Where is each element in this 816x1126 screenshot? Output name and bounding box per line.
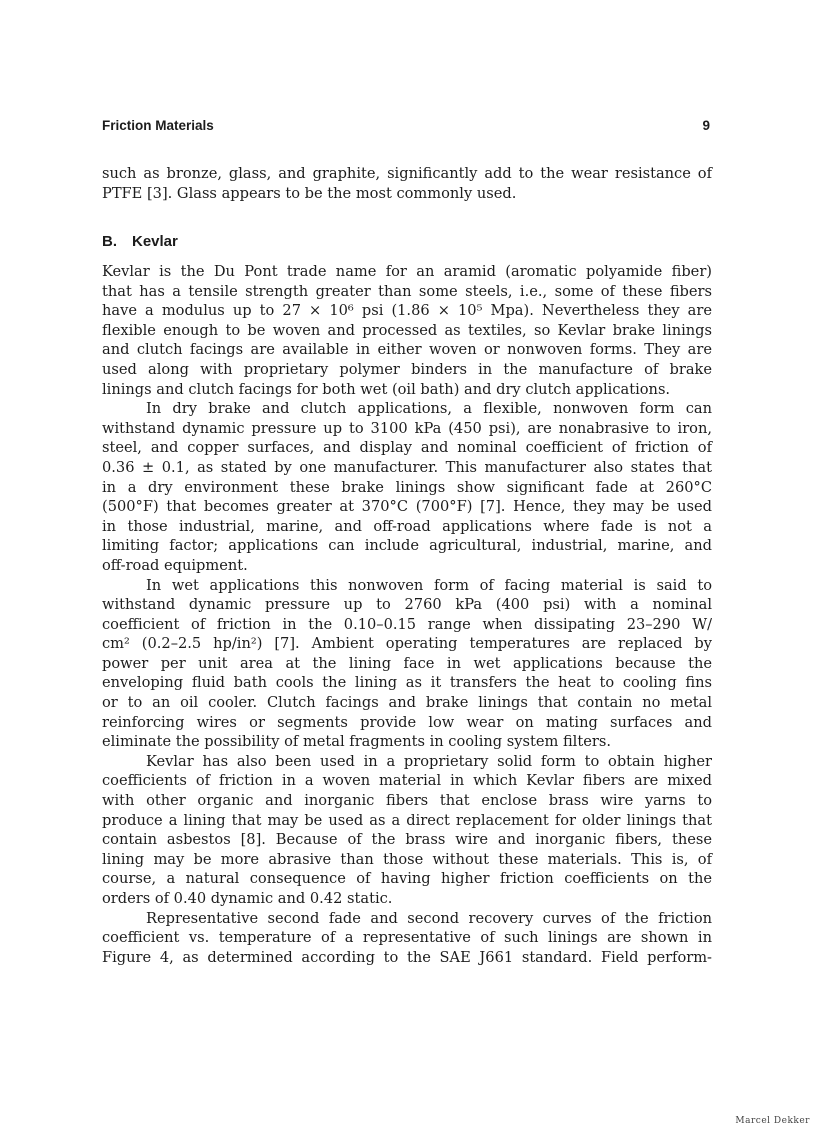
text-line: coefficients of friction in a woven material in which Kevlar fibers are mixed [102,772,712,790]
text-line: power per unit area at the lining face in wet applications because the [102,654,712,672]
text-line: coefficient vs. temperature of a representative of such linings are shown in [102,929,712,947]
text-line: limiting factor; applications can include agricultural, industrial, marine, and [102,537,712,555]
text-line: with other organic and inorganic fibers that enclose brass wire yarns to [102,792,712,810]
text-line: and clutch facings are available in either woven or nonwoven forms. They are [102,341,712,359]
publisher-footer: Marcel Dekker [735,1116,810,1126]
text-line: such as bronze, glass, and graphite, significantly add to the wear resistance of [102,165,712,182]
text-line: Figure 4, as determined according to the SAE J661 standard. Field perform- [102,948,712,966]
text-line: linings and clutch facings for both wet (oil bath) and dry clutch applications. [102,380,671,398]
text-line: Representative second fade and second recovery curves of the friction [146,909,712,927]
text-line: have a modulus up to 27 × 10⁶ psi (1.86 × 10⁵ Mpa). Nevertheless they are [102,302,712,320]
running-header [102,118,710,136]
text-line: Kevlar is the Du Pont trade name for an aramid (aromatic polyamide fiber) [102,263,712,280]
text-line: or to an oil cooler. Clutch facings and brake linings that contain no metal [102,694,712,712]
section-title: Kevlar [132,233,178,250]
text-line: 0.36 ± 0.1, as stated by one manufacturer. This manufacturer also states that [102,458,712,476]
text-line: Kevlar has also been used in a proprietary solid form to obtain higher [146,752,712,770]
text-line: steel, and copper surfaces, and display and nominal coefficient of friction of [102,439,712,457]
section-heading [102,233,178,250]
running-title: Friction Materials [102,118,214,133]
text-line: orders of 0.40 dynamic and 0.42 static. [102,890,393,907]
text-line: cm² (0.2–2.5 hp/in²) [7]. Ambient operating temperatures are replaced by [102,635,712,653]
text-line: In dry brake and clutch applications, a flexible, nonwoven form can [146,400,712,418]
body-text [102,262,712,967]
text-line: withstand dynamic pressure up to 3100 kPa (450 psi), are nonabrasive to iron, [102,419,712,437]
text-line: off-road equipment. [102,556,248,574]
text-line: withstand dynamic pressure up to 2760 kPa (400 psi) with a nominal [102,596,712,614]
text-line: In wet applications this nonwoven form of facing material is said to [146,576,712,594]
page-number: 9 [702,118,710,133]
text-line: enveloping fluid bath cools the lining as it transfers the heat to cooling fins [102,674,712,692]
text-line: flexible enough to be woven and processed as textiles, so Kevlar brake linings [102,321,712,339]
text-line: (500°F) that becomes greater at 370°C (700°F) [7]. Hence, they may be used [102,498,712,516]
text-line: coefficient of friction in the 0.10–0.15 range when dissipating 23–290 W/ [102,615,712,633]
text-line: contain asbestos [8]. Because of the brass wire and inorganic fibers, these [102,831,712,849]
text-line: produce a lining that may be used as a direct replacement for older linings that [102,811,712,829]
text-line: course, a natural consequence of having higher friction coefficients on the [102,870,712,888]
text-line: lining may be more abrasive than those without these materials. This is, of [102,850,712,868]
text-line: in those industrial, marine, and off-road applications where fade is not a [102,517,712,535]
text-line: PTFE [3]. Glass appears to be the most commonly used. [102,184,517,202]
text-line: that has a tensile strength greater than some steels, i.e., some of these fibers [102,282,712,300]
text-line: used along with proprietary polymer binders in the manufacture of brake [102,360,712,378]
intro-paragraph [102,164,712,203]
text-line: eliminate the possibility of metal fragments in cooling system filters. [102,733,611,751]
section-label: B. [102,233,117,250]
text-line: reinforcing wires or segments provide low wear on mating surfaces and [102,713,712,731]
text-line: in a dry environment these brake linings show significant fade at 260°C [102,478,712,496]
